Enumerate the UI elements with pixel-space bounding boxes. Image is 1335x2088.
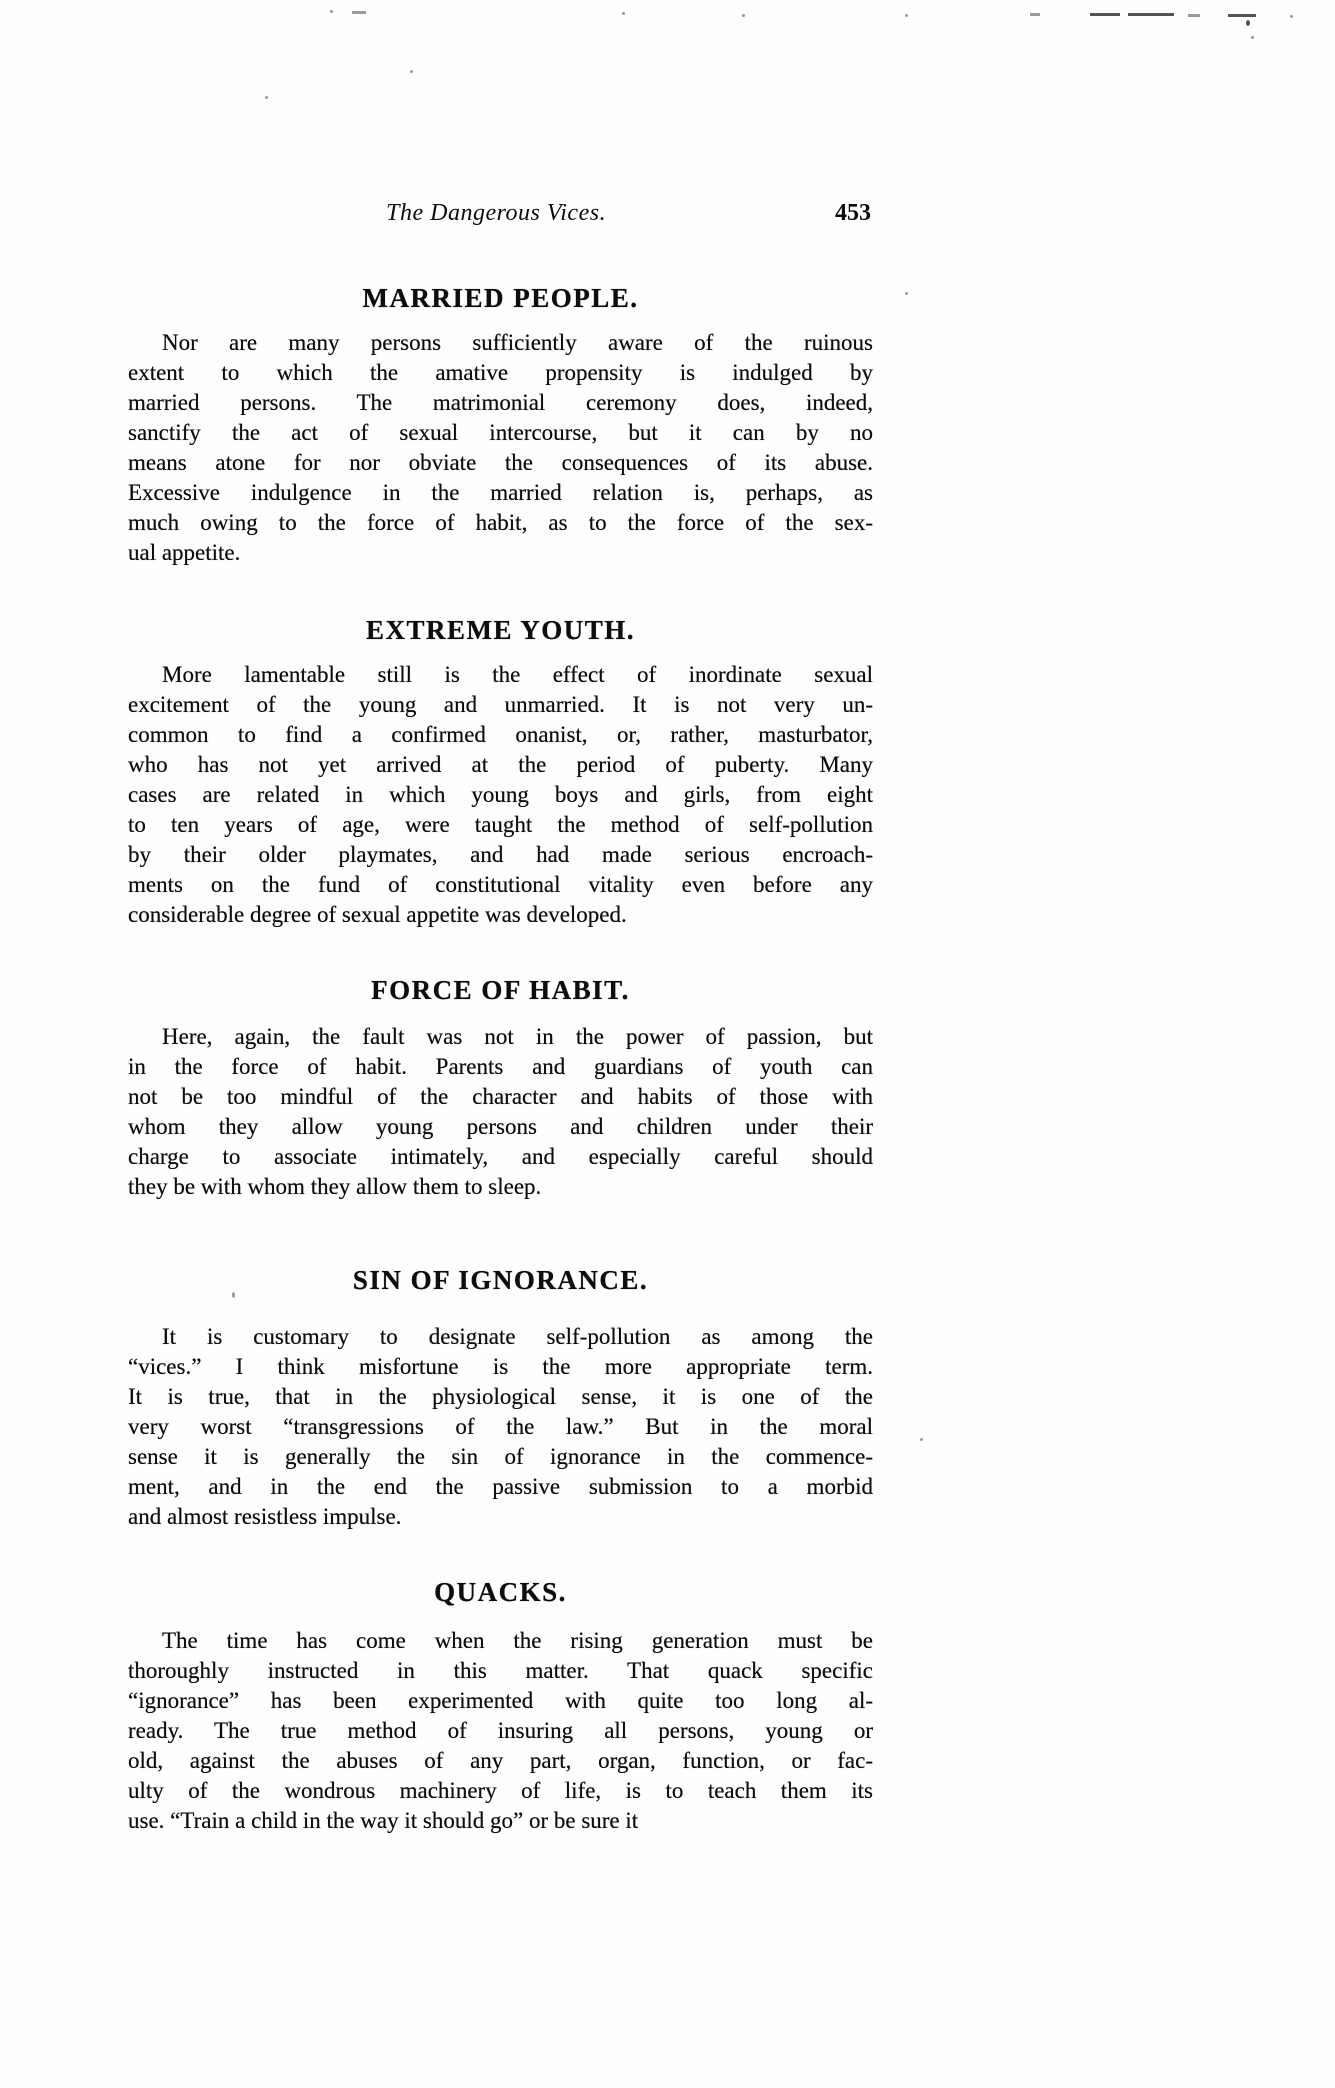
scan-speckle (622, 12, 625, 15)
paragraph-extreme-youth (128, 660, 873, 930)
scan-speckle (742, 14, 745, 17)
section-heading-quacks: QUACKS. (434, 1577, 567, 1607)
paragraph-sin-of-ignorance (128, 1322, 873, 1532)
text-line: ment, and in the end the passive submission to a morbid (128, 1474, 873, 1499)
text-line: considerable degree of sexual appetite was developed. (128, 902, 627, 927)
text-line: More lamentable still is the effect of inordinate sexual (162, 662, 873, 687)
scan-speckle (1290, 15, 1293, 18)
paragraph-married-people (128, 328, 873, 568)
text-line: The time has come when the rising generation must be (162, 1628, 873, 1653)
scan-speckle (265, 96, 268, 99)
scan-speckle (1030, 13, 1040, 16)
text-line: use. “Train a child in the way it should go” or be sure it (128, 1808, 639, 1833)
text-line: ments on the fund of constitutional vitality even before any (128, 872, 873, 897)
section-force-of-habit (128, 974, 873, 1202)
text-line: in the force of habit. Parents and guardians of youth can (128, 1054, 873, 1079)
section-married-people (128, 282, 873, 568)
text-line: very worst “transgressions of the law.” But in the moral (128, 1414, 873, 1439)
text-line: who has not yet arrived at the period of puberty. Many (128, 752, 873, 777)
section-quacks (128, 1576, 873, 1836)
running-header (128, 200, 873, 230)
text-line: whom they allow young persons and children under their (128, 1114, 873, 1139)
scan-speckle (905, 292, 908, 295)
text-line: not be too mindful of the character and habits of those with (128, 1084, 873, 1109)
running-header-title: The Dangerous Vices. (386, 200, 607, 226)
section-extreme-youth (128, 614, 873, 930)
text-line: thoroughly instructed in this matter. That quack specific (128, 1658, 873, 1683)
scan-speckle (1128, 13, 1174, 16)
text-line: “vices.” I think misfortune is the more appropriate term. (128, 1354, 873, 1379)
text-line: extent to which the amative propensity is indulged by (128, 360, 873, 385)
text-line: ready. The true method of insuring all persons, young or (128, 1718, 873, 1743)
paragraph-force-of-habit (128, 1022, 873, 1202)
section-sin-of-ignorance (128, 1264, 873, 1532)
scan-speckle (1251, 36, 1254, 39)
text-line: means atone for nor obviate the consequences of its abuse. (128, 450, 873, 475)
text-line: It is true, that in the physiological sense, it is one of the (128, 1384, 873, 1409)
scan-speckle (905, 14, 908, 17)
text-line: married persons. The matrimonial ceremony does, indeed, (128, 390, 873, 415)
text-line: and almost resistless impulse. (128, 1504, 402, 1529)
text-line: Here, again, the fault was not in the power of passion, but (162, 1024, 873, 1049)
text-line: Excessive indulgence in the married relation is, perhaps, as (128, 480, 873, 505)
scan-speckle (1228, 14, 1256, 17)
text-line: charge to associate intimately, and especially careful should (128, 1144, 873, 1169)
scan-speckle (1188, 14, 1200, 17)
text-line: by their older playmates, and had made serious encroach- (128, 842, 873, 867)
scan-speckle (1246, 20, 1250, 26)
scan-speckle (352, 11, 366, 14)
text-line: “ignorance” has been experimented with quite too long al- (128, 1688, 873, 1713)
section-heading-married-people: MARRIED PEOPLE. (362, 283, 639, 313)
scan-speckle (410, 70, 413, 73)
text-line: they be with whom they allow them to sleep. (128, 1174, 542, 1199)
section-heading-extreme-youth: EXTREME YOUTH. (365, 615, 636, 645)
text-line: It is customary to designate self-pollution as among the (162, 1324, 873, 1349)
text-line: ulty of the wondrous machinery of life, is to teach them its (128, 1778, 873, 1803)
section-heading-force-of-habit: FORCE OF HABIT. (371, 975, 630, 1005)
text-line: common to find a confirmed onanist, or, rather, masturbator, (128, 722, 873, 747)
section-heading-sin-of-ignorance: SIN OF IGNORANCE. (352, 1265, 649, 1295)
text-line: ual appetite. (128, 540, 241, 565)
scan-speckle (1090, 13, 1120, 16)
text-line: to ten years of age, were taught the method of self-pollution (128, 812, 873, 837)
page-number: 453 (835, 200, 871, 226)
scan-speckle (330, 10, 333, 13)
text-block (128, 200, 873, 1836)
text-line: old, against the abuses of any part, organ, function, or fac- (128, 1748, 873, 1773)
text-line: cases are related in which young boys and girls, from eight (128, 782, 873, 807)
text-line: sanctify the act of sexual intercourse, but it can by no (128, 420, 873, 445)
paragraph-quacks (128, 1626, 873, 1836)
text-line: sense it is generally the sin of ignorance in the commence- (128, 1444, 873, 1469)
text-line: much owing to the force of habit, as to the force of the sex- (128, 510, 873, 535)
text-line: excitement of the young and unmarried. It is not very un- (128, 692, 873, 717)
text-line: Nor are many persons sufficiently aware of the ruinous (162, 330, 873, 355)
scan-speckle (920, 1438, 923, 1441)
